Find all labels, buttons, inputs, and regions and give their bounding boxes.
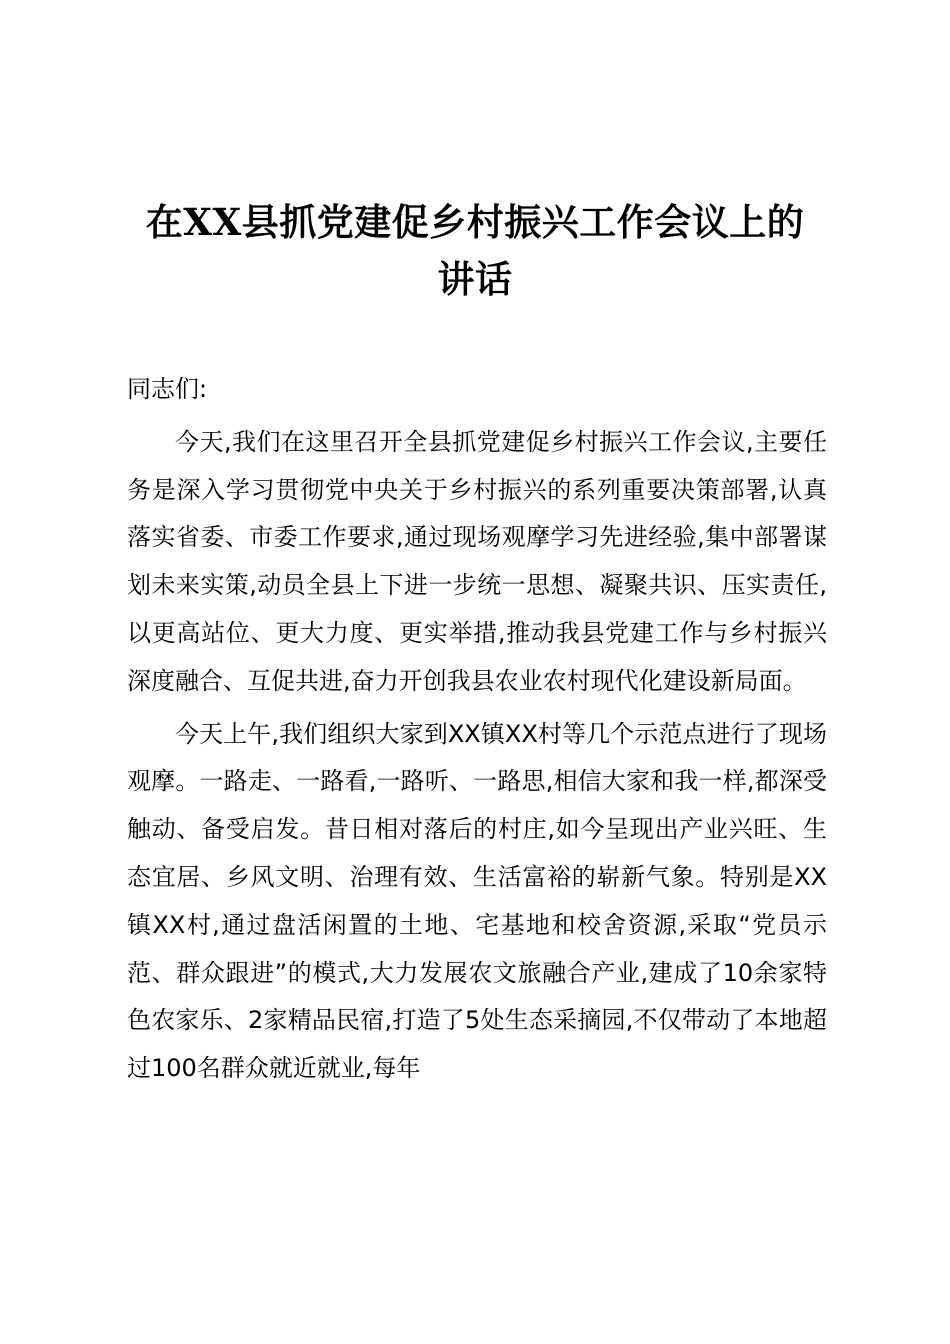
salutation: 同志们: bbox=[127, 375, 208, 403]
paragraph-2: 今天上午,我们组织大家到XX镇XX村等几个示范点进行了现场观摩。一路走、一路看,一路听、一路思,相信大家和我一样,都深受触动、备受启发。昔日相对落后的村庄,如今呈现出产业兴旺、生态宜居、乡风文明、治理有效、生活富裕的崭新气象。特别是XX镇XX村,通过盘活闲置的土地、宅基地和校舍资源,采取“党员示范、群众跟进”的模式,大力发展农文旅融合产业,建成了10余家特色农家乐、2家精品民宿,打造了5处生态采摘园,不仅带动了本地超过100名群众就近就业,每年 bbox=[127, 719, 827, 1083]
document-title bbox=[110, 194, 840, 308]
title-line-2: 讲话 bbox=[437, 257, 513, 301]
paragraph-1: 今天,我们在这里召开全县抓党建促乡村振兴工作会议,主要任务是深入学习贯彻党中央关于乡村振兴的系列重要决策部署,认真落实省委、市委工作要求,通过现场观摩学习先进经验,集中部署谋划未来实策,动员全县上下进一步统一思想、凝聚共识、压实责任,以更高站位、更大力度、更实举措,推动我县党建工作与乡村振兴深度融合、互促共进,奋力开创我县农业农村现代化建设新局面。 bbox=[127, 427, 827, 695]
document-body bbox=[127, 366, 827, 1098]
title-line-1: 在XX县抓党建促乡村振兴工作会议上的 bbox=[145, 200, 805, 244]
